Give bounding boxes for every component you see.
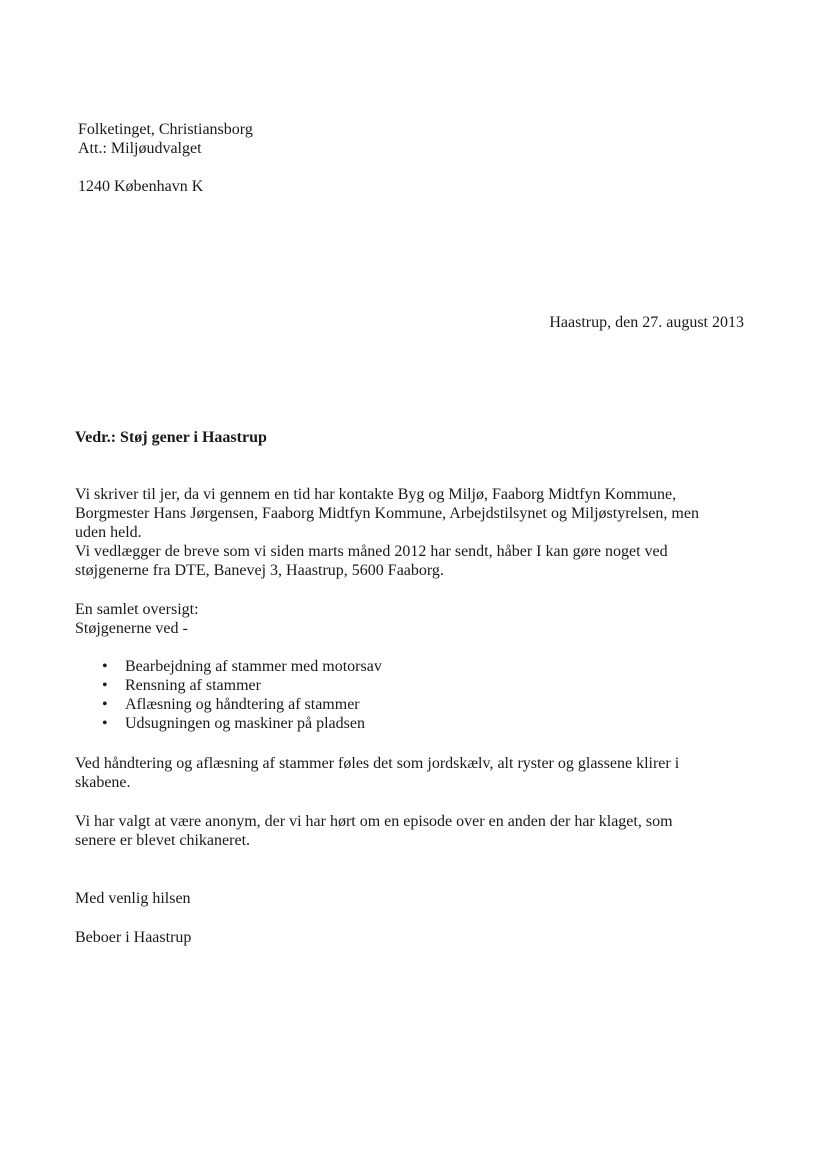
place-date: Haastrup, den 27. august 2013 [549, 314, 744, 331]
paragraph-line: støjgenerne fra DTE, Banevej 3, Haastrup, 5600 Faaborg. [75, 562, 444, 579]
paragraph-line: uden held. [75, 524, 142, 541]
paragraph-vibration [75, 754, 679, 792]
recipient-name: Folketinget, Christiansborg [78, 121, 253, 138]
bullet-icon: • [102, 658, 108, 675]
subject-line: Vedr.: Støj gener i Haastrup [75, 429, 267, 446]
list-item-text: Rensning af stammer [125, 677, 261, 694]
signature: Beboer i Haastrup [75, 929, 192, 946]
list-item [98, 676, 382, 695]
list-item-text: Aflæsning og håndtering af stammer [125, 696, 360, 713]
list-item [98, 714, 382, 733]
bullet-icon: • [102, 696, 108, 713]
paragraph-intro [75, 485, 699, 580]
closing-greeting: Med venlig hilsen [75, 890, 191, 907]
overview-line: En samlet oversigt: [75, 601, 199, 618]
paragraph-line: Vi skriver til jer, da vi gennem en tid har kontakte Byg og Miljø, Faaborg Midtfyn Kommune, [75, 486, 677, 503]
paragraph-line: Ved håndtering og aflæsning af stammer føles det som jordskælv, alt ryster og glassene klirer i [75, 755, 680, 772]
list-item-text: Bearbejdning af stammer med motorsav [125, 658, 382, 675]
list-item-text: Udsugningen og maskiner på pladsen [125, 715, 365, 732]
overview-heading [75, 600, 199, 638]
list-item [98, 657, 382, 676]
paragraph-line: skabene. [75, 774, 131, 791]
paragraph-line: senere er blevet chikaneret. [75, 832, 251, 849]
paragraph-line: Borgmester Hans Jørgensen, Faaborg Midtfyn Kommune, Arbejdstilsynet og Miljøstyrelsen, men [75, 505, 699, 522]
recipient-attention: Att.: Miljøudvalget [78, 140, 202, 157]
list-item [98, 695, 382, 714]
noise-sources-list [98, 657, 382, 733]
bullet-icon: • [102, 715, 108, 732]
bullet-icon: • [102, 677, 108, 694]
paragraph-anonymity [75, 812, 673, 850]
overview-line: Støjgenerne ved - [75, 620, 188, 637]
recipient-postal: 1240 København K [78, 178, 204, 195]
paragraph-line: Vi vedlægger de breve som vi siden marts måned 2012 har sendt, håber I kan gøre noget ved [75, 543, 668, 560]
paragraph-line: Vi har valgt at være anonym, der vi har hørt om en episode over en anden der har klaget, som [75, 813, 673, 830]
